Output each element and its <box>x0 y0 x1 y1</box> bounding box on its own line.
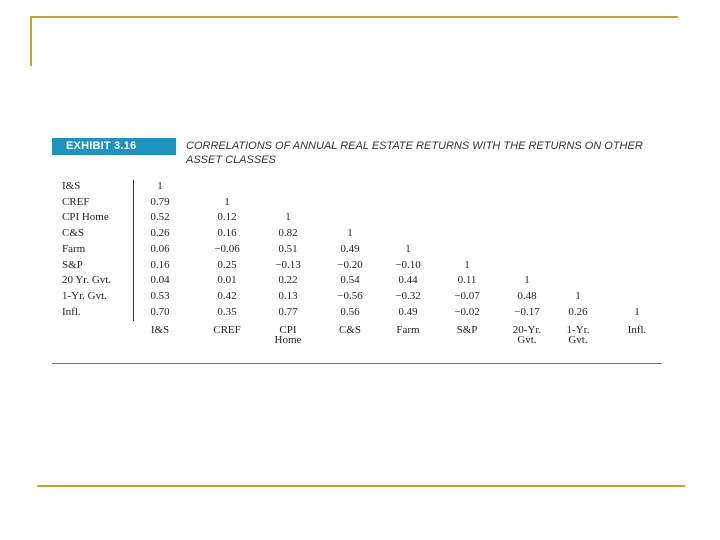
matrix-cell: 0.54 <box>340 274 360 287</box>
matrix-cell: 0.49 <box>340 242 360 255</box>
column-label-line-1: 1-Yr. <box>566 324 590 336</box>
exhibit-title-line-1: CORRELATIONS OF ANNUAL REAL ESTATE RETURNS WITH THE RETURNS ON OTHER <box>186 140 643 152</box>
slide-frame-left-rule <box>30 16 32 66</box>
row-label: 1-Yr. Gvt. <box>62 289 107 302</box>
slide-frame-bottom-rule <box>37 485 685 487</box>
matrix-cell: −0.02 <box>454 305 480 318</box>
exhibit-bottom-rule <box>52 363 662 364</box>
matrix-cell: 0.49 <box>398 305 418 318</box>
column-label-line-1: 20-Yr. <box>512 324 542 336</box>
matrix-cell: 0.56 <box>340 305 360 318</box>
matrix-cell: 1 <box>634 305 640 318</box>
matrix-cell: −0.20 <box>337 258 363 271</box>
column-label <box>275 325 302 345</box>
row-label: CPI Home <box>62 211 109 224</box>
matrix-cell: 0.12 <box>217 211 237 224</box>
row-label: 20 Yr. Gvt. <box>62 274 112 287</box>
matrix-cell: 1 <box>524 274 530 287</box>
matrix-cell: 0.01 <box>217 274 237 287</box>
matrix-cell: 1 <box>575 289 581 302</box>
matrix-cell: 0.70 <box>150 305 170 318</box>
matrix-cell: 0.42 <box>217 289 237 302</box>
matrix-cell: 0.06 <box>150 242 170 255</box>
column-label-line-2: Gvt. <box>568 334 588 346</box>
matrix-cell: 0.51 <box>278 242 298 255</box>
column-label-line-1: CPI <box>279 324 297 336</box>
matrix-cell: 0.25 <box>217 258 237 271</box>
row-label: I&S <box>62 180 81 192</box>
row-label: Farm <box>62 242 86 255</box>
column-label-line-2: Gvt. <box>517 334 537 346</box>
matrix-cell: 1 <box>347 227 353 240</box>
matrix-cell: −0.07 <box>454 289 480 302</box>
matrix-cell: 0.16 <box>217 227 237 240</box>
matrix-cell: 0.44 <box>398 274 418 287</box>
column-label-line-1: Infl. <box>627 324 647 336</box>
matrix-cell: 1 <box>464 258 470 271</box>
exhibit-title-line-2: ASSET CLASSES <box>186 154 276 166</box>
matrix-cell: 0.04 <box>150 274 170 287</box>
matrix-cell: 0.77 <box>278 305 298 318</box>
row-label: C&S <box>62 227 85 240</box>
matrix-cell: −0.06 <box>214 242 240 255</box>
row-label: CREF <box>62 195 90 208</box>
column-label-line-1: S&P <box>456 324 478 336</box>
exhibit-title <box>186 139 666 167</box>
column-label <box>628 325 647 335</box>
column-label <box>457 325 478 335</box>
matrix-cell: 0.26 <box>150 227 170 240</box>
matrix-cell: 1 <box>157 180 163 192</box>
matrix-cell: 1 <box>285 211 291 224</box>
slide-frame-top-rule <box>30 16 678 18</box>
matrix-cell: 0.52 <box>150 211 170 224</box>
matrix-cell: 0.82 <box>278 227 298 240</box>
matrix-cell: 0.48 <box>517 289 537 302</box>
matrix-cell: 0.22 <box>278 274 298 287</box>
matrix-cell: 0.79 <box>150 195 170 208</box>
column-label <box>151 325 169 335</box>
column-label-line-1: Farm <box>396 324 420 336</box>
matrix-cell: 0.35 <box>217 305 237 318</box>
column-label-line-1: C&S <box>338 324 362 336</box>
matrix-cell: 1 <box>405 242 411 255</box>
matrix-cell: 0.11 <box>457 274 477 287</box>
matrix-cell: −0.17 <box>514 305 540 318</box>
column-label-line-2: Home <box>274 334 302 346</box>
column-label-line-1: I&S <box>150 324 170 336</box>
matrix-cell: 0.13 <box>278 289 298 302</box>
column-label <box>213 325 241 335</box>
column-label <box>339 325 361 335</box>
matrix-cell: −0.13 <box>275 258 301 271</box>
matrix-cell: −0.10 <box>395 258 421 271</box>
column-label <box>567 325 590 345</box>
matrix-cell: −0.32 <box>395 289 421 302</box>
row-label: S&P <box>62 258 83 271</box>
row-label: Infl. <box>62 305 81 318</box>
matrix-cell: −0.56 <box>337 289 363 302</box>
column-label-line-1: CREF <box>213 324 241 336</box>
column-label <box>396 325 419 335</box>
row-label-divider <box>133 180 134 321</box>
column-label <box>513 325 541 345</box>
matrix-cell: 1 <box>224 195 230 208</box>
exhibit-badge: EXHIBIT 3.16 <box>52 138 176 155</box>
matrix-cell: 0.53 <box>150 289 170 302</box>
matrix-cell: 0.26 <box>568 305 588 318</box>
matrix-cell: 0.16 <box>150 258 170 271</box>
